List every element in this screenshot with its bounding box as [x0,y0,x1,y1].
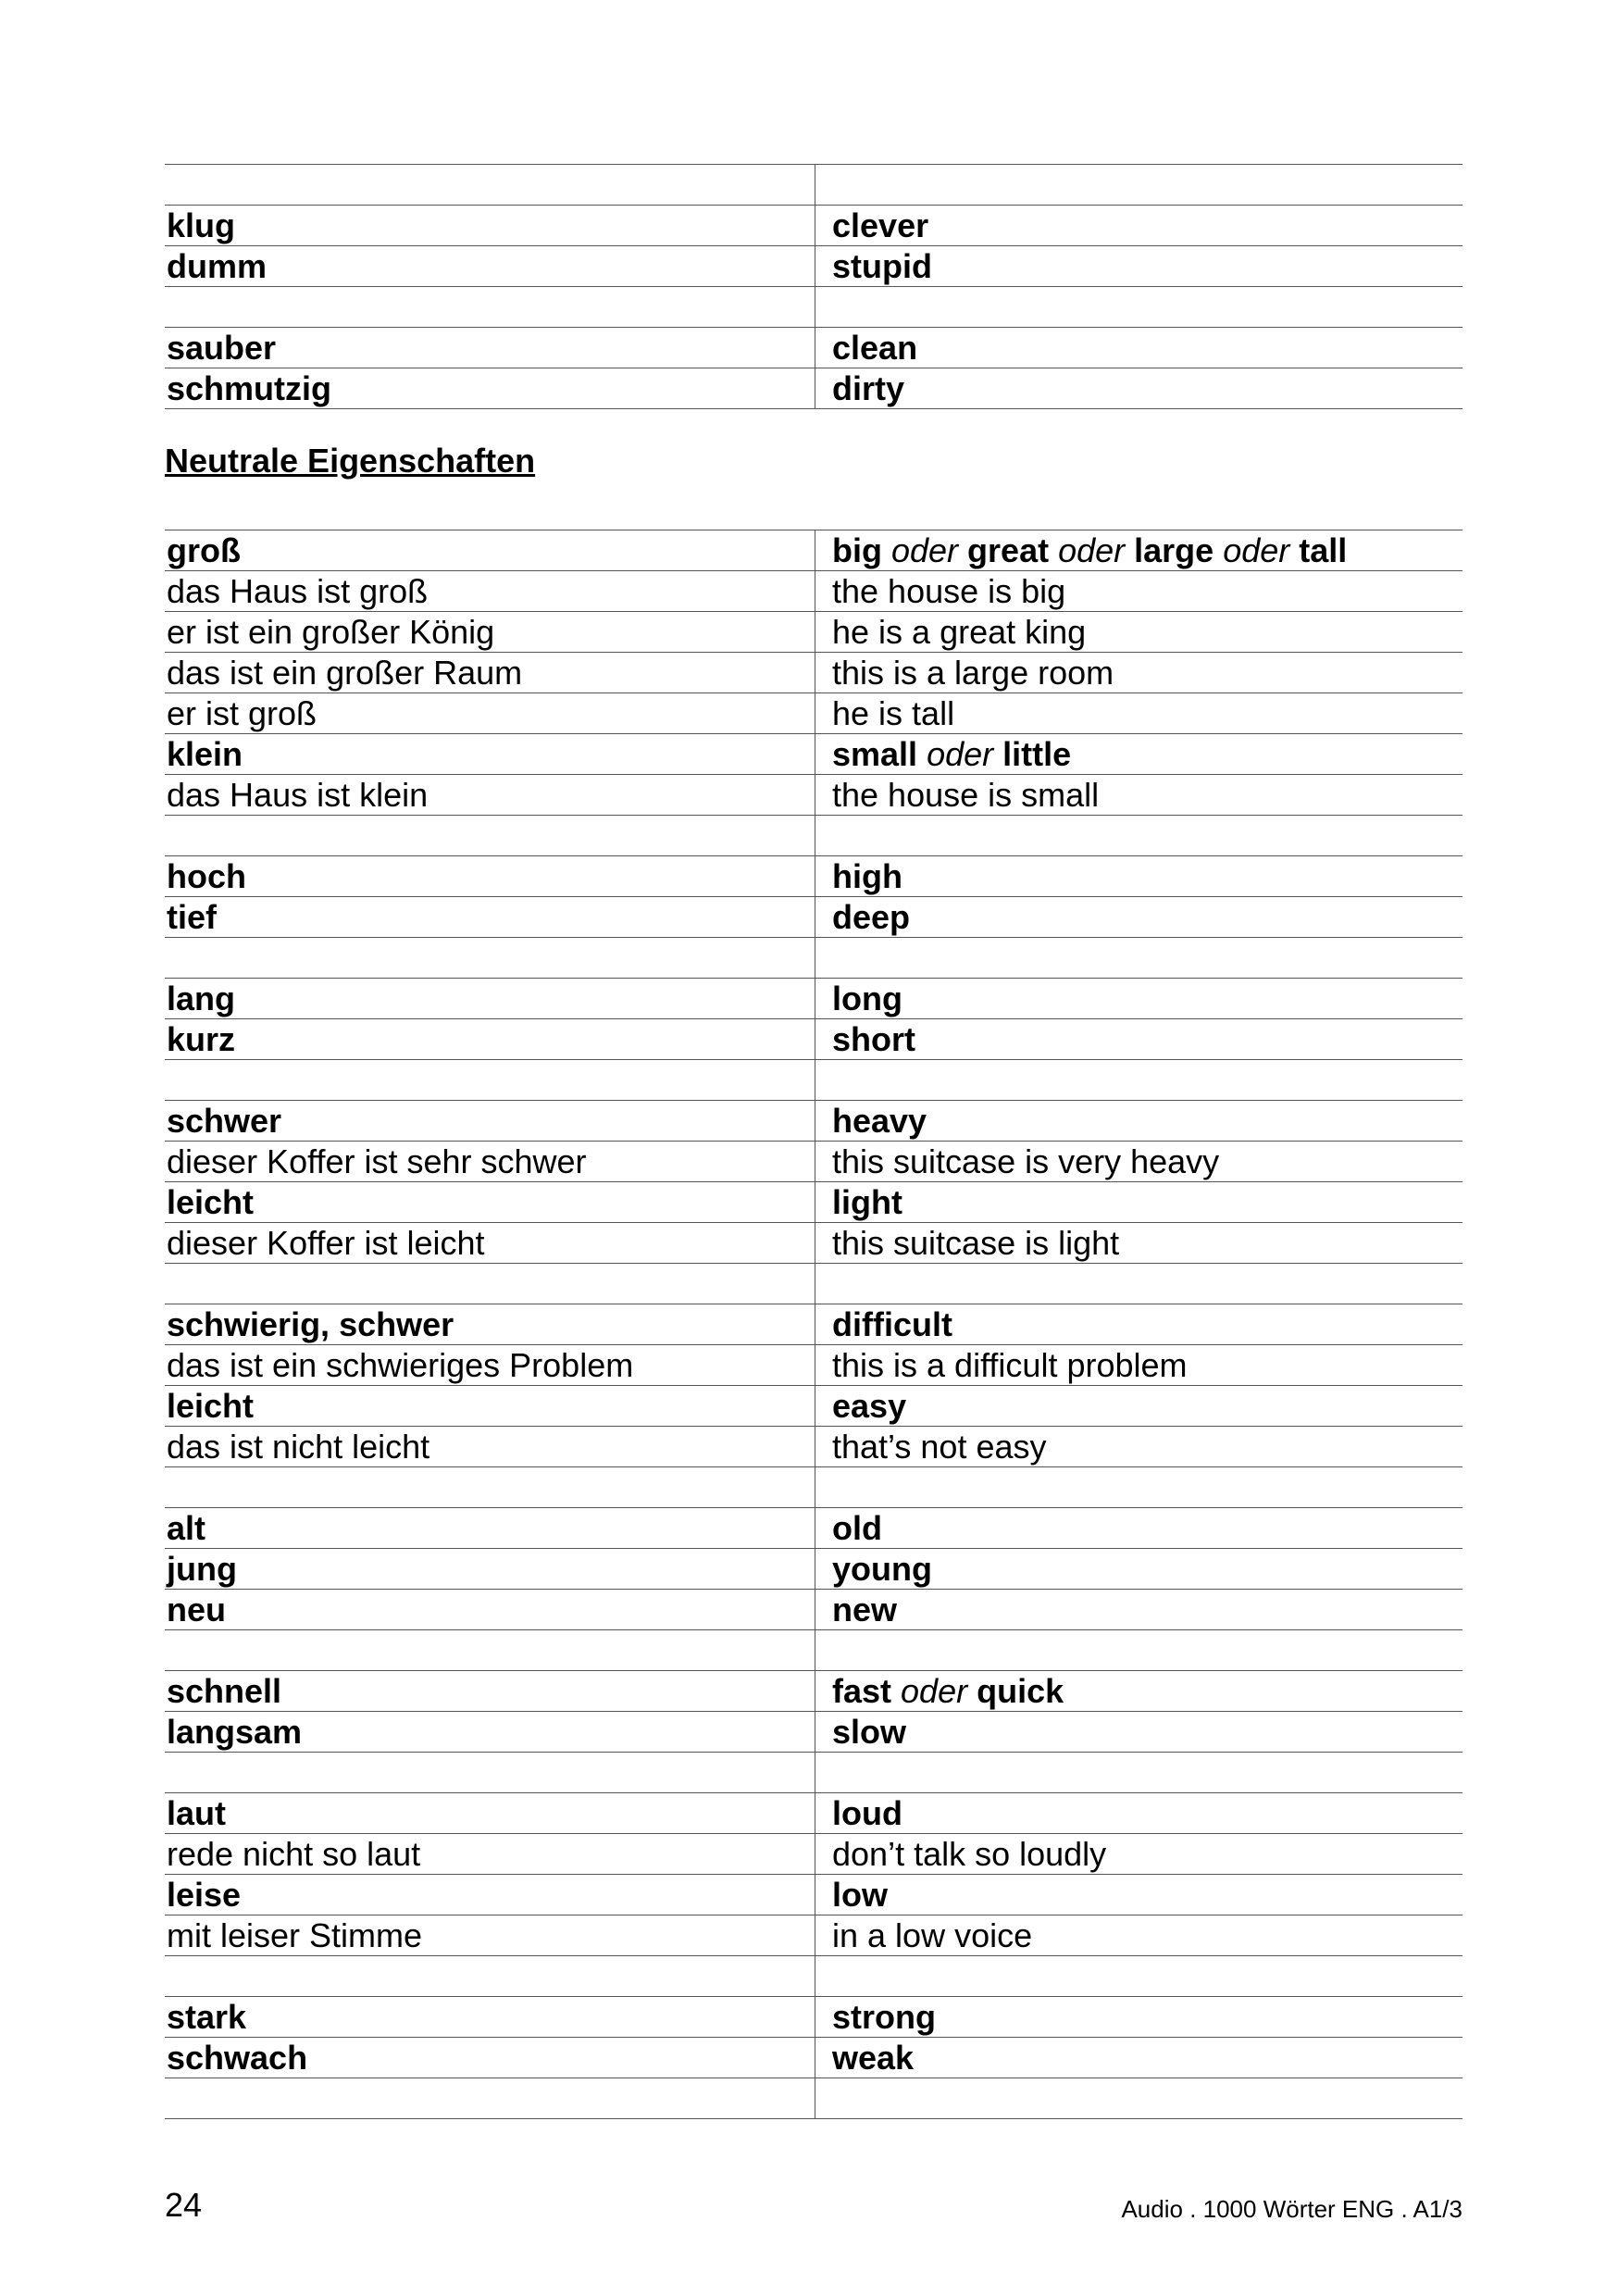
page-number: 24 [165,2186,203,2224]
german-term: dieser Koffer ist sehr schwer [165,1142,815,1182]
translation-word: fast [832,1672,892,1710]
german-term: das ist nicht leicht [165,1427,815,1467]
vocab-row [165,856,1462,897]
german-term: leise [165,1875,815,1915]
vocab-row [165,612,1462,653]
english-translation: low [815,1875,1463,1915]
vocab-table-top [165,164,1462,409]
vocab-row [165,816,1462,856]
vocab-row [165,2038,1462,2078]
vocab-row [165,775,1462,816]
german-term: schwierig, schwer [165,1304,815,1345]
vocab-row [165,328,1462,368]
vocab-row [165,1590,1462,1630]
german-term: schwer [165,1101,815,1142]
vocab-row [165,1264,1462,1304]
german-term [165,165,815,206]
english-translation: old [815,1508,1463,1549]
german-term: laut [165,1793,815,1834]
english-translation: deep [815,897,1463,938]
vocab-row [165,938,1462,979]
vocab-row [165,1875,1462,1915]
english-translation [815,734,1463,775]
vocab-row [165,693,1462,734]
english-translation [815,938,1463,979]
english-translation [815,1753,1463,1793]
alternative-connector: oder [917,735,1003,773]
vocab-row [165,206,1462,246]
vocab-row [165,1345,1462,1386]
german-term: jung [165,1549,815,1590]
vocab-row [165,979,1462,1019]
english-translation: difficult [815,1304,1463,1345]
german-term: dieser Koffer ist leicht [165,1223,815,1264]
german-term [165,1956,815,1997]
english-translation [815,1264,1463,1304]
english-translation: this is a difficult problem [815,1345,1463,1386]
english-translation: long [815,979,1463,1019]
alternative-connector: oder [1214,531,1300,569]
english-translation: light [815,1182,1463,1223]
vocab-row [165,1630,1462,1671]
vocab-row [165,165,1462,206]
english-translation: that’s not easy [815,1427,1463,1467]
english-translation: slow [815,1712,1463,1753]
german-term: leicht [165,1386,815,1427]
translation-word: tall [1299,531,1348,569]
english-translation: short [815,1019,1463,1060]
english-translation: clean [815,328,1463,368]
english-translation: loud [815,1793,1463,1834]
vocab-row [165,1060,1462,1101]
english-translation: don’t talk so loudly [815,1834,1463,1875]
vocab-row [165,1834,1462,1875]
english-translation: clever [815,206,1463,246]
english-translation: the house is big [815,571,1463,612]
vocab-row [165,1956,1462,1997]
vocab-row [165,1508,1462,1549]
german-term: schwach [165,2038,815,2078]
english-translation [815,1060,1463,1101]
english-translation: this suitcase is light [815,1223,1463,1264]
english-translation [815,816,1463,856]
german-term: rede nicht so laut [165,1834,815,1875]
german-term [165,938,815,979]
english-translation: young [815,1549,1463,1590]
german-term [165,816,815,856]
english-translation: this is a large room [815,653,1463,693]
german-term: das ist ein schwieriges Problem [165,1345,815,1386]
german-term: lang [165,979,815,1019]
english-translation: dirty [815,368,1463,409]
english-translation: he is tall [815,693,1463,734]
german-term [165,1753,815,1793]
german-term: klein [165,734,815,775]
vocab-row [165,1101,1462,1142]
german-term: groß [165,530,815,571]
vocab-row [165,653,1462,693]
vocab-row [165,2078,1462,2119]
english-translation: easy [815,1386,1463,1427]
english-translation: heavy [815,1101,1463,1142]
english-translation: new [815,1590,1463,1630]
alternative-connector: oder [1049,531,1135,569]
vocab-row [165,1223,1462,1264]
alternative-connector: oder [891,1672,977,1710]
vocab-row [165,1182,1462,1223]
german-term: er ist groß [165,693,815,734]
vocab-row [165,287,1462,328]
translation-word: small [832,735,918,773]
german-term: mit leiser Stimme [165,1915,815,1956]
english-translation: strong [815,1997,1463,2038]
vocab-row [165,368,1462,409]
german-term [165,1264,815,1304]
vocab-row [165,530,1462,571]
english-translation [815,1630,1463,1671]
vocab-row [165,1142,1462,1182]
translation-word: little [1002,735,1072,773]
german-term [165,2078,815,2119]
german-term: schnell [165,1671,815,1712]
english-translation [815,1956,1463,1997]
german-term: das Haus ist groß [165,571,815,612]
vocab-row [165,1997,1462,2038]
translation-word: big [832,531,882,569]
english-translation [815,1671,1463,1712]
german-term [165,1060,815,1101]
english-translation [815,1467,1463,1508]
vocab-row [165,1712,1462,1753]
vocab-table-neutral-properties [165,530,1462,2119]
german-term: sauber [165,328,815,368]
vocab-row [165,1549,1462,1590]
english-translation [815,165,1463,206]
english-translation: the house is small [815,775,1463,816]
footer-reference: Audio . 1000 Wörter ENG . A1/3 [1121,2195,1462,2223]
german-term: neu [165,1590,815,1630]
german-term: das ist ein großer Raum [165,653,815,693]
german-term: schmutzig [165,368,815,409]
german-term [165,287,815,328]
german-term: dumm [165,246,815,287]
german-term: das Haus ist klein [165,775,815,816]
alternative-connector: oder [881,531,968,569]
vocab-row [165,897,1462,938]
english-translation: weak [815,2038,1463,2078]
vocab-row [165,1671,1462,1712]
german-term: hoch [165,856,815,897]
english-translation: high [815,856,1463,897]
vocab-row [165,1386,1462,1427]
german-term: tief [165,897,815,938]
vocab-row [165,1304,1462,1345]
english-translation [815,287,1463,328]
english-translation [815,2078,1463,2119]
german-term: klug [165,206,815,246]
section-heading: Neutrale Eigenschaften [165,442,536,480]
vocab-row [165,1793,1462,1834]
german-term [165,1630,815,1671]
translation-word: large [1134,531,1214,569]
german-term: stark [165,1997,815,2038]
german-term [165,1467,815,1508]
vocab-row [165,246,1462,287]
english-translation: he is a great king [815,612,1463,653]
german-term: kurz [165,1019,815,1060]
vocab-row [165,1467,1462,1508]
vocab-row [165,1427,1462,1467]
english-translation: in a low voice [815,1915,1463,1956]
english-translation: this suitcase is very heavy [815,1142,1463,1182]
vocab-row [165,1915,1462,1956]
german-term: er ist ein großer König [165,612,815,653]
german-term: langsam [165,1712,815,1753]
vocab-row [165,1753,1462,1793]
english-translation: stupid [815,246,1463,287]
german-term: alt [165,1508,815,1549]
german-term: leicht [165,1182,815,1223]
vocab-row [165,571,1462,612]
translation-word: quick [977,1672,1064,1710]
english-translation [815,530,1463,571]
vocab-row [165,734,1462,775]
translation-word: great [967,531,1050,569]
vocab-row [165,1019,1462,1060]
